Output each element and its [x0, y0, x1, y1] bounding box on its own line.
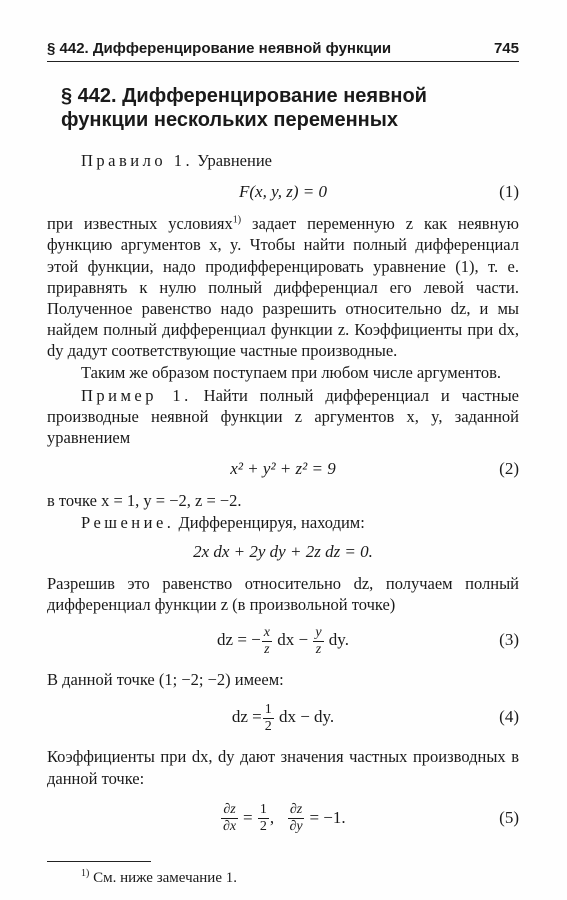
- partial-z-y: [288, 803, 304, 834]
- formula-2-number: (2): [499, 459, 519, 479]
- section-title: § 442. Дифференцирование неявной функции нескольких переменных: [61, 85, 427, 131]
- formula-3-rhs: dy.: [324, 630, 349, 650]
- footnote: [47, 868, 519, 889]
- fraction-denominator: ∂x: [222, 819, 237, 835]
- paragraph-4: Разрешив это равенство относительно dz, получаем полный дифференциал функции z (в произвольной точке): [47, 573, 519, 615]
- fraction-x-over-z: [262, 626, 272, 657]
- rule-text: Уравнение: [197, 151, 272, 170]
- formula-4-lhs: dz =: [231, 707, 262, 727]
- fraction-denominator: ∂y: [289, 819, 303, 835]
- formula-4: [47, 696, 519, 738]
- example-text: Найти полный дифференциал и частные производные неявной функции z аргументов x, y, заданной уравнением: [47, 385, 520, 448]
- paragraph-3: в точке x = 1, y = −2, z = −2.: [47, 491, 242, 511]
- paragraph-5: В данной точке (1; −2; −2) имеем:: [47, 670, 284, 690]
- fraction-denominator: 2: [259, 819, 267, 835]
- solution-label: Решение.: [81, 512, 175, 532]
- page-number: 745: [493, 40, 519, 57]
- fraction-denominator: z: [264, 641, 270, 657]
- formula-2-expr: x² + y² + z² = 9: [230, 459, 336, 479]
- formula-5-number: (5): [499, 807, 519, 827]
- formula-1: [47, 179, 519, 205]
- header-title: § 442. Дифференцирование неявной функции: [47, 40, 392, 57]
- paragraph-1: [47, 213, 519, 361]
- footnote-divider: [47, 861, 151, 862]
- example-1: [47, 385, 519, 449]
- fraction-numerator: ∂z: [289, 802, 303, 818]
- fraction-numerator: x: [263, 624, 270, 640]
- fraction-denominator: 2: [264, 719, 272, 735]
- formula-3-lhs: dz = −: [217, 630, 261, 650]
- equals-value: = −1.: [305, 807, 346, 827]
- book-page: [47, 40, 519, 889]
- formula-3: [47, 619, 519, 661]
- formula-differential: [47, 539, 519, 565]
- solution-text: Дифференцируя, находим:: [178, 512, 365, 532]
- footnote-text: См. ниже замечание 1.: [89, 869, 237, 886]
- formula-3-mid: dx −: [272, 630, 313, 650]
- equals-sign: =: [238, 807, 257, 827]
- rule-1: [47, 150, 519, 171]
- rule-label: Правило 1.: [81, 151, 194, 170]
- formula-1-number: (1): [499, 182, 519, 202]
- solution: [47, 512, 519, 533]
- formula-3-number: (3): [499, 630, 519, 650]
- fraction-numerator: y: [315, 624, 322, 640]
- fraction-y-over-z: [313, 626, 323, 657]
- paragraph-6: Коэффициенты при dx, dy дают значения частных производных в данной точке:: [47, 747, 519, 788]
- fraction-numerator: ∂z: [223, 802, 236, 818]
- footnote-ref[interactable]: 1): [232, 214, 242, 226]
- fraction-one-half: [263, 703, 274, 734]
- formula-2: [47, 456, 519, 482]
- paragraph-2: Таким же образом поступаем при любом числе аргументов.: [81, 362, 502, 382]
- formula-4-rhs: dx − dy.: [274, 707, 335, 727]
- paragraph-1-rest: задает переменную z как неявную функцию аргументов x, y. Чтобы найти полный дифференциал этой функции, надо продифференцировать уравнение (1), т. е. приравнять к нулю полный дифференциал его левой части. Полученное равенство надо разрешить относительно dz, и мы найдем полный дифференциал функции z. Коэффициенты при dx, dy дадут соответствующие частные производные.: [47, 214, 519, 361]
- fraction-one-half: [258, 803, 269, 834]
- running-header: [47, 40, 519, 62]
- formula-1-expr: F(x, y, z) = 0: [239, 182, 327, 202]
- formula-4-number: (4): [499, 707, 519, 727]
- fraction-numerator: 1: [264, 702, 272, 718]
- fraction-numerator: 1: [259, 802, 267, 818]
- separator: ,: [269, 807, 287, 827]
- formula-differential-expr: 2x dx + 2y dy + 2z dz = 0.: [193, 541, 373, 561]
- footnote-mark: 1): [81, 867, 90, 879]
- example-label: Пример 1.: [81, 385, 192, 405]
- formula-5: [47, 797, 519, 839]
- fraction-denominator: z: [315, 641, 322, 657]
- paragraph-1-start: при известных условиях: [47, 214, 233, 234]
- partial-z-x: [221, 803, 237, 834]
